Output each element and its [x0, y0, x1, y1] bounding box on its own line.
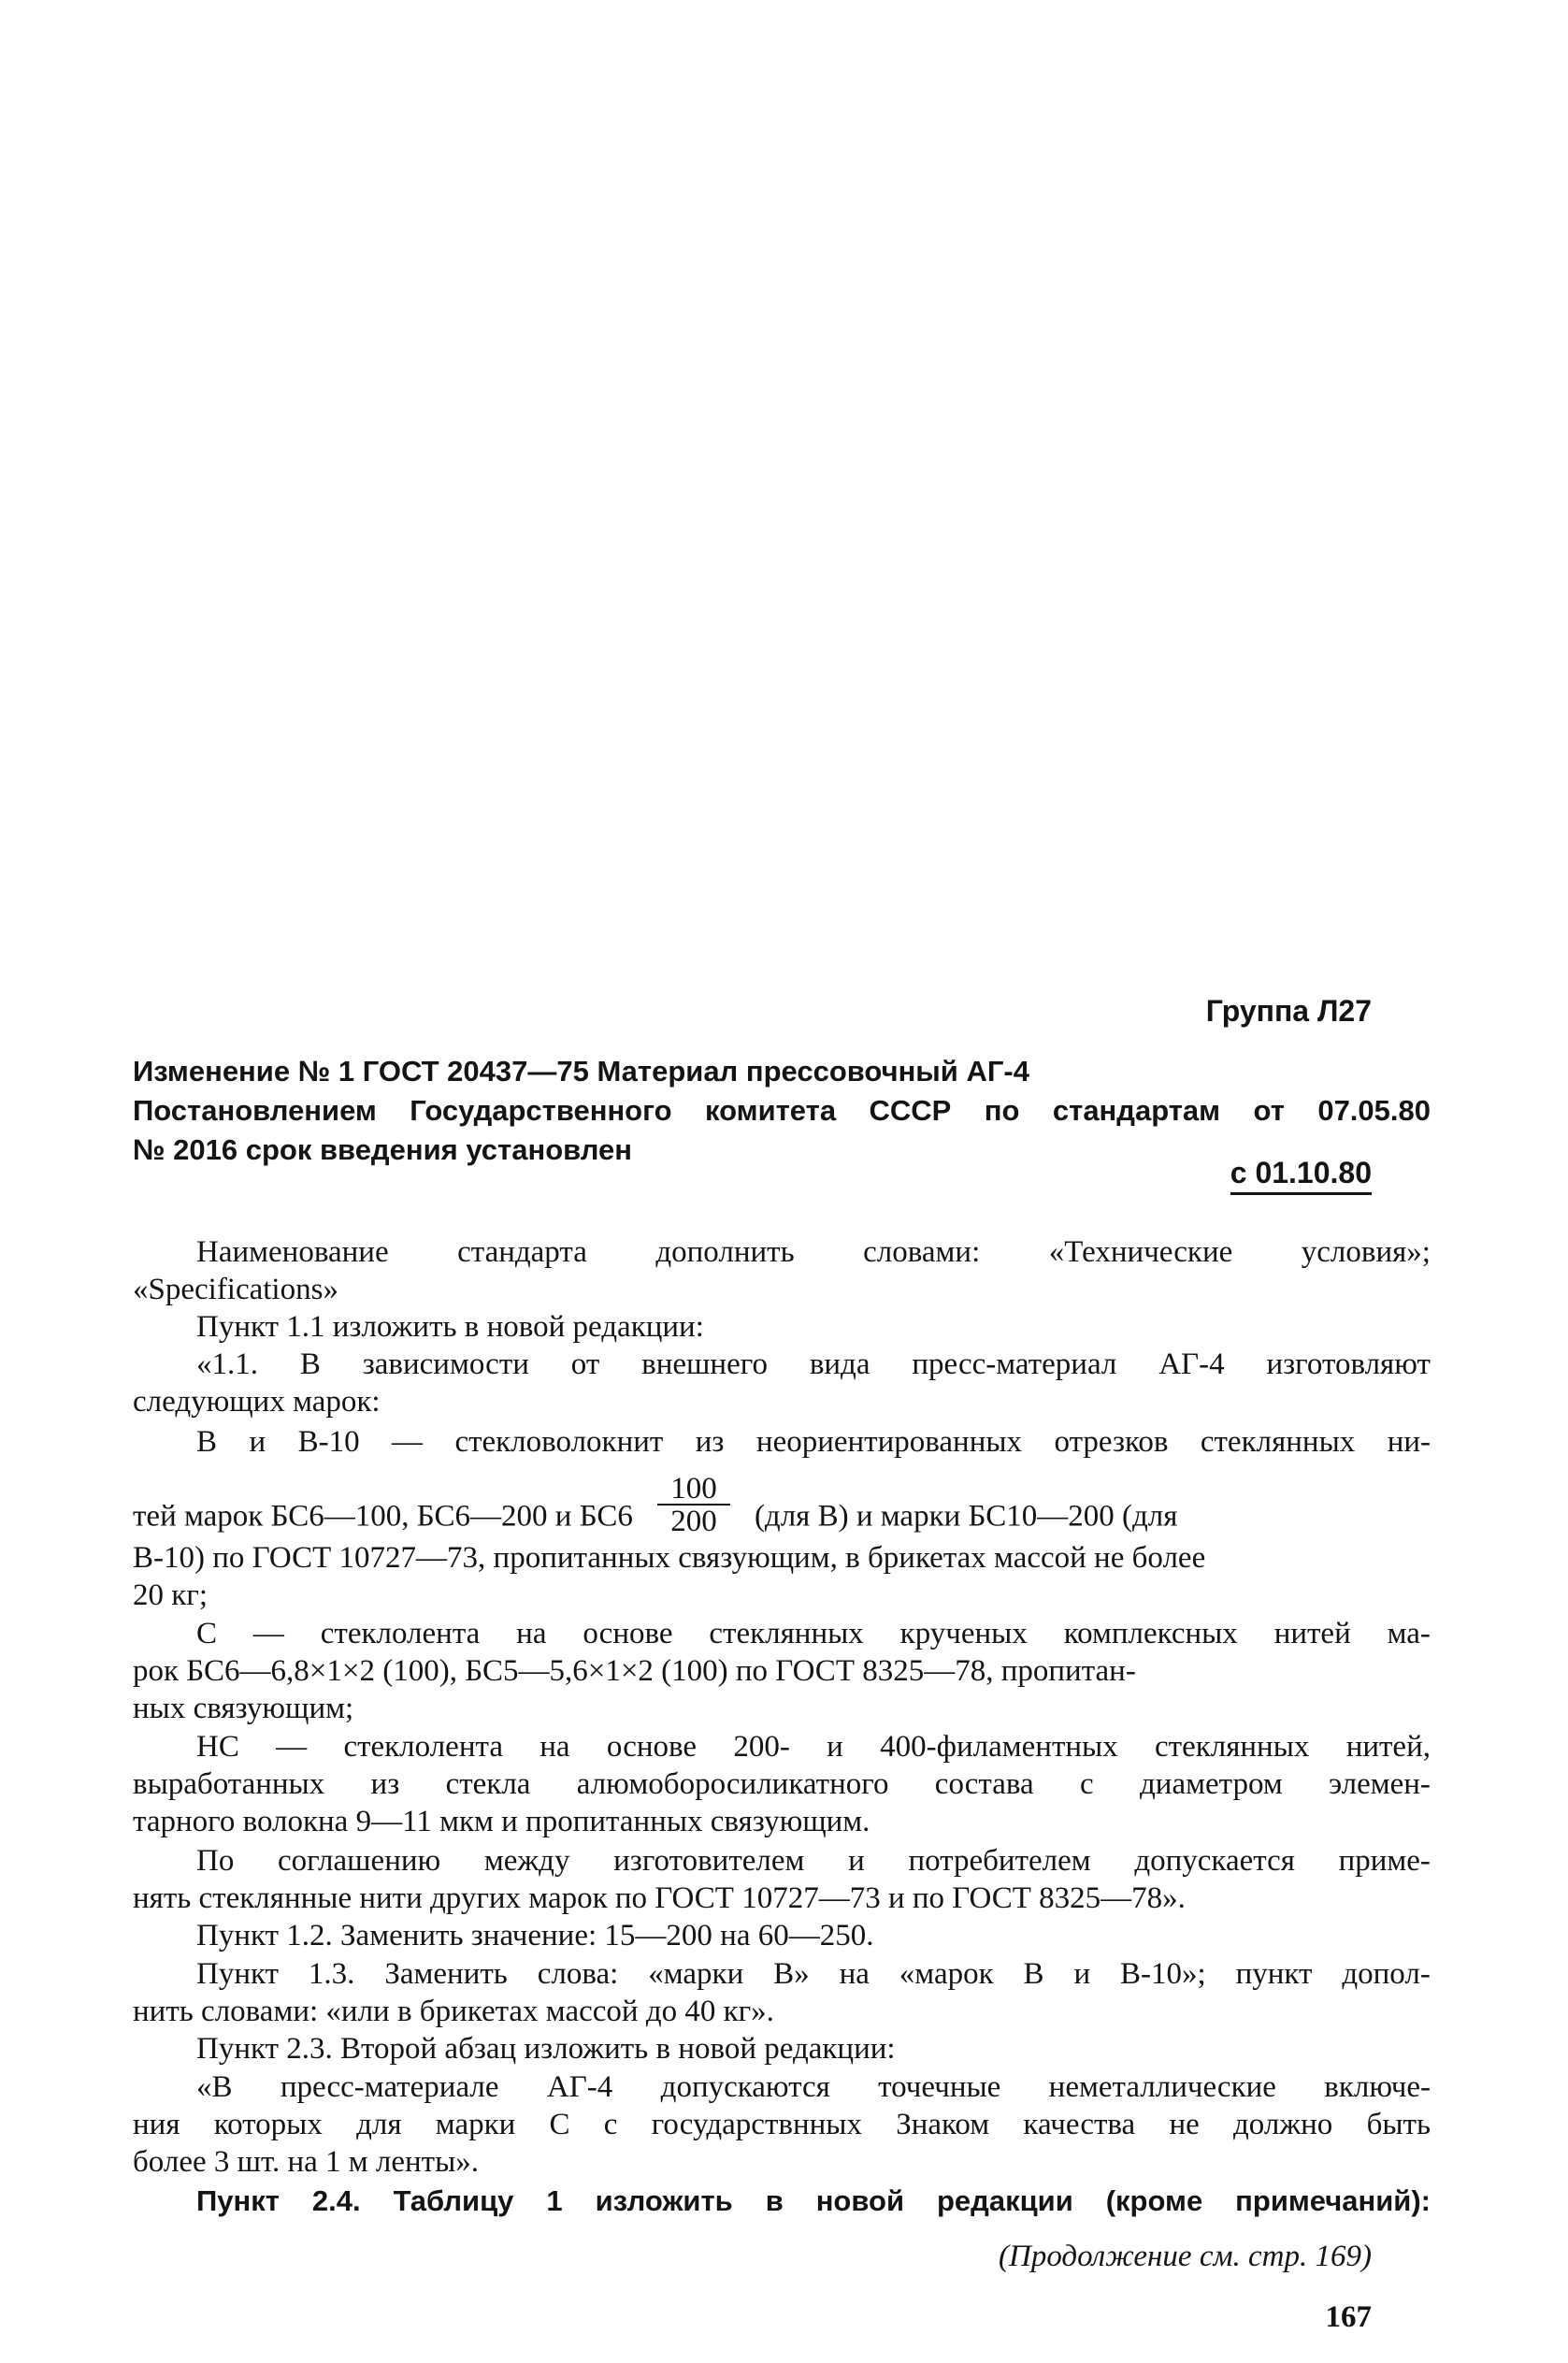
word: пресс-материале [280, 2070, 499, 2104]
word: которых [213, 2108, 323, 2141]
grade-c-line-2: рок БС6—6,8×1×2 (100), БС5—5,6×1×2 (100) по ГОСТ 8325—78, пропитан- [133, 1654, 1136, 1688]
word: ма- [1387, 1617, 1431, 1650]
para-2-3-quote-line-1 [196, 2068, 1431, 2106]
word: зависимости [362, 1347, 529, 1381]
word: стандарта [457, 1235, 587, 1269]
word: должно [1233, 2108, 1333, 2141]
word: на [539, 1730, 570, 1764]
word: допускается [1134, 1844, 1295, 1878]
para-2-3: Пункт 2.3. Второй абзац изложить в новой редакции: [196, 2032, 896, 2066]
word: с [603, 2108, 618, 2141]
word: Пункт [196, 1957, 280, 1991]
word: стекловолокнит [454, 1425, 664, 1459]
word: от [1253, 1094, 1285, 1127]
word: В-10 [297, 1425, 360, 1459]
heading-line-1: Изменение № 1 ГОСТ 20437—75 Материал прессовочный АГ-4 [133, 1055, 1029, 1088]
word: допол- [1342, 1957, 1431, 1991]
word: Знаком [896, 2108, 990, 2141]
word: состава [934, 1767, 1034, 1801]
effective-date: с 01.10.80 [1230, 1156, 1372, 1195]
word: комплексных [1063, 1617, 1238, 1650]
agreement-line-1 [196, 1842, 1431, 1880]
para-title-line-1 [196, 1233, 1431, 1271]
word: в [765, 2184, 784, 2217]
para-1-1-line-2: следующих марок: [133, 1385, 381, 1419]
word: примечаний): [1235, 2184, 1431, 2217]
para-1-3-line-1 [196, 1955, 1431, 1993]
word: крученых [899, 1617, 1028, 1650]
word: для [356, 2108, 402, 2141]
grade-b-line-4: 20 кг; [133, 1578, 208, 1612]
word: между [483, 1844, 570, 1878]
word: на [839, 1957, 870, 1991]
heading-line-2 [133, 1092, 1431, 1130]
word: ния [133, 2108, 180, 2141]
word: НС [196, 1730, 239, 1764]
word: элемен- [1329, 1767, 1431, 1801]
fraction-numerator: 100 [657, 1474, 730, 1506]
word: С [549, 2108, 570, 2141]
word: 1.3. [308, 1957, 355, 1991]
word: 1 [546, 2184, 563, 2217]
word: (кроме [1105, 2184, 1203, 2217]
word: потребителем [908, 1844, 1091, 1878]
word: допускаются [660, 2070, 830, 2104]
grade-b-line-3: В-10) по ГОСТ 10727—73, пропитанных связующим, в брикетах массой не более [133, 1541, 1206, 1575]
word: «Технические [1048, 1235, 1233, 1269]
word: нитей [1273, 1617, 1351, 1650]
word: пункт [1235, 1957, 1313, 1991]
group-label: Группа Л27 [1205, 994, 1372, 1028]
grade-b-line-1 [196, 1423, 1431, 1461]
word: стеклянных [1200, 1425, 1356, 1459]
word: дополнить [655, 1235, 795, 1269]
word: 400-филаментных [880, 1730, 1118, 1764]
word: основе [606, 1730, 698, 1764]
word: марки [435, 2108, 516, 2141]
word: В-10»; [1120, 1957, 1206, 1991]
word: отрезков [1054, 1425, 1169, 1459]
word: изложить [595, 2184, 733, 2217]
word: и [1073, 1957, 1091, 1991]
word: условия»; [1301, 1235, 1431, 1269]
word: — [392, 1425, 423, 1459]
word: нитей, [1345, 1730, 1431, 1764]
word: государствнных [651, 2108, 862, 2141]
word: слова: [537, 1957, 619, 1991]
word: приме- [1338, 1844, 1431, 1878]
word: стандартам [1052, 1094, 1221, 1127]
word: — [276, 1730, 308, 1764]
word: стеклолента [320, 1617, 481, 1650]
grade-hc-line-3: тарного волокна 9—11 мкм и пропитанных связующим. [133, 1805, 870, 1838]
word: АГ-4 [1158, 1347, 1225, 1381]
word: и [249, 1425, 266, 1459]
word: Постановлением [133, 1094, 377, 1127]
grade-c-line-1 [196, 1615, 1431, 1652]
word: «1.1. [196, 1347, 258, 1381]
word: не [1169, 2108, 1200, 2141]
word: по [984, 1094, 1020, 1127]
word: По [196, 1844, 235, 1878]
para-1-1-intro: Пункт 1.1 изложить в новой редакции: [196, 1310, 704, 1344]
agreement-line-2: нять стеклянные нити других марок по ГОСТ 10727—73 и по ГОСТ 8325—78». [133, 1881, 1186, 1915]
word: С [196, 1617, 218, 1650]
word: — [252, 1617, 284, 1650]
word: и [848, 1844, 865, 1878]
word: из [695, 1425, 725, 1459]
word: внешнего [641, 1347, 768, 1381]
word: АГ-4 [546, 2070, 613, 2104]
word: на [516, 1617, 547, 1650]
word: стеклянных [1155, 1730, 1310, 1764]
para-2-3-quote-line-2 [133, 2106, 1431, 2143]
word: от [570, 1347, 600, 1381]
word: основе [583, 1617, 673, 1650]
word: В» [773, 1957, 810, 1991]
page-number: 167 [1325, 2300, 1372, 2334]
heading-line-3: № 2016 срок введения установлен [133, 1133, 633, 1166]
para-1-1-line-1 [196, 1346, 1431, 1383]
word: пресс-материал [912, 1347, 1117, 1381]
word: В [299, 1347, 321, 1381]
word: Пункт [196, 2184, 280, 2217]
word: комитета [705, 1094, 837, 1127]
word: из [370, 1767, 400, 1801]
grade-c-line-3: ных связующим; [133, 1692, 354, 1725]
word: и [827, 1730, 843, 1764]
grade-b-line-2-post: (для В) и марки БС10—200 (для [754, 1499, 1178, 1534]
para-1-3-line-2: нить словами: «или в брикетах массой до 40 кг». [133, 1995, 774, 2028]
word: Таблицу [393, 2184, 514, 2217]
word: СССР [869, 1094, 952, 1127]
grade-hc-line-2 [133, 1765, 1431, 1803]
fraction [657, 1474, 730, 1537]
para-title-line-2: «Specifications» [133, 1273, 338, 1306]
word: изготовляют [1266, 1347, 1431, 1381]
word: «В [196, 2070, 233, 2104]
word: качества [1023, 2108, 1136, 2141]
word: с [1080, 1767, 1094, 1801]
word: выработанных [133, 1767, 325, 1801]
word: 200- [733, 1730, 790, 1764]
word: стеклолента [343, 1730, 503, 1764]
word: 07.05.80 [1317, 1094, 1431, 1127]
word: соглашению [278, 1844, 441, 1878]
word: неметаллические [1048, 2070, 1276, 2104]
word: «марки [648, 1957, 744, 1991]
word: стекла [445, 1767, 531, 1801]
para-1-2: Пункт 1.2. Заменить значение: 15—200 на 60—250. [196, 1919, 874, 1952]
fraction-denominator: 200 [670, 1505, 717, 1538]
continuation-note: (Продолжение см. стр. 169) [999, 2240, 1372, 2273]
para-2-4 [196, 2183, 1431, 2220]
word: вида [809, 1347, 870, 1381]
word: точечные [878, 2070, 1001, 2104]
word: неориентированных [755, 1425, 1023, 1459]
word: диаметром [1140, 1767, 1283, 1801]
word: В [1023, 1957, 1044, 1991]
word: включе- [1324, 2070, 1431, 2104]
word: Заменить [384, 1957, 508, 1991]
word: быть [1366, 2108, 1431, 2141]
word: изготовителем [613, 1844, 805, 1878]
word: редакции [936, 2184, 1073, 2217]
word: «марок [899, 1957, 994, 1991]
word: новой [815, 2184, 905, 2217]
word: Наименование [196, 1235, 389, 1269]
word: Государственного [410, 1094, 672, 1127]
word: ни- [1387, 1425, 1431, 1459]
word: алюмоборосиликатного [576, 1767, 889, 1801]
word: словами: [863, 1235, 981, 1269]
word: стеклянных [709, 1617, 864, 1650]
para-2-3-quote-line-3: более 3 шт. на 1 м ленты». [133, 2145, 480, 2179]
word: В [196, 1425, 218, 1459]
grade-hc-line-1 [196, 1728, 1431, 1765]
grade-b-line-2-pre: тей марок БС6—100, БС6—200 и БС6 [133, 1499, 633, 1534]
word: 2.4. [311, 2184, 361, 2217]
